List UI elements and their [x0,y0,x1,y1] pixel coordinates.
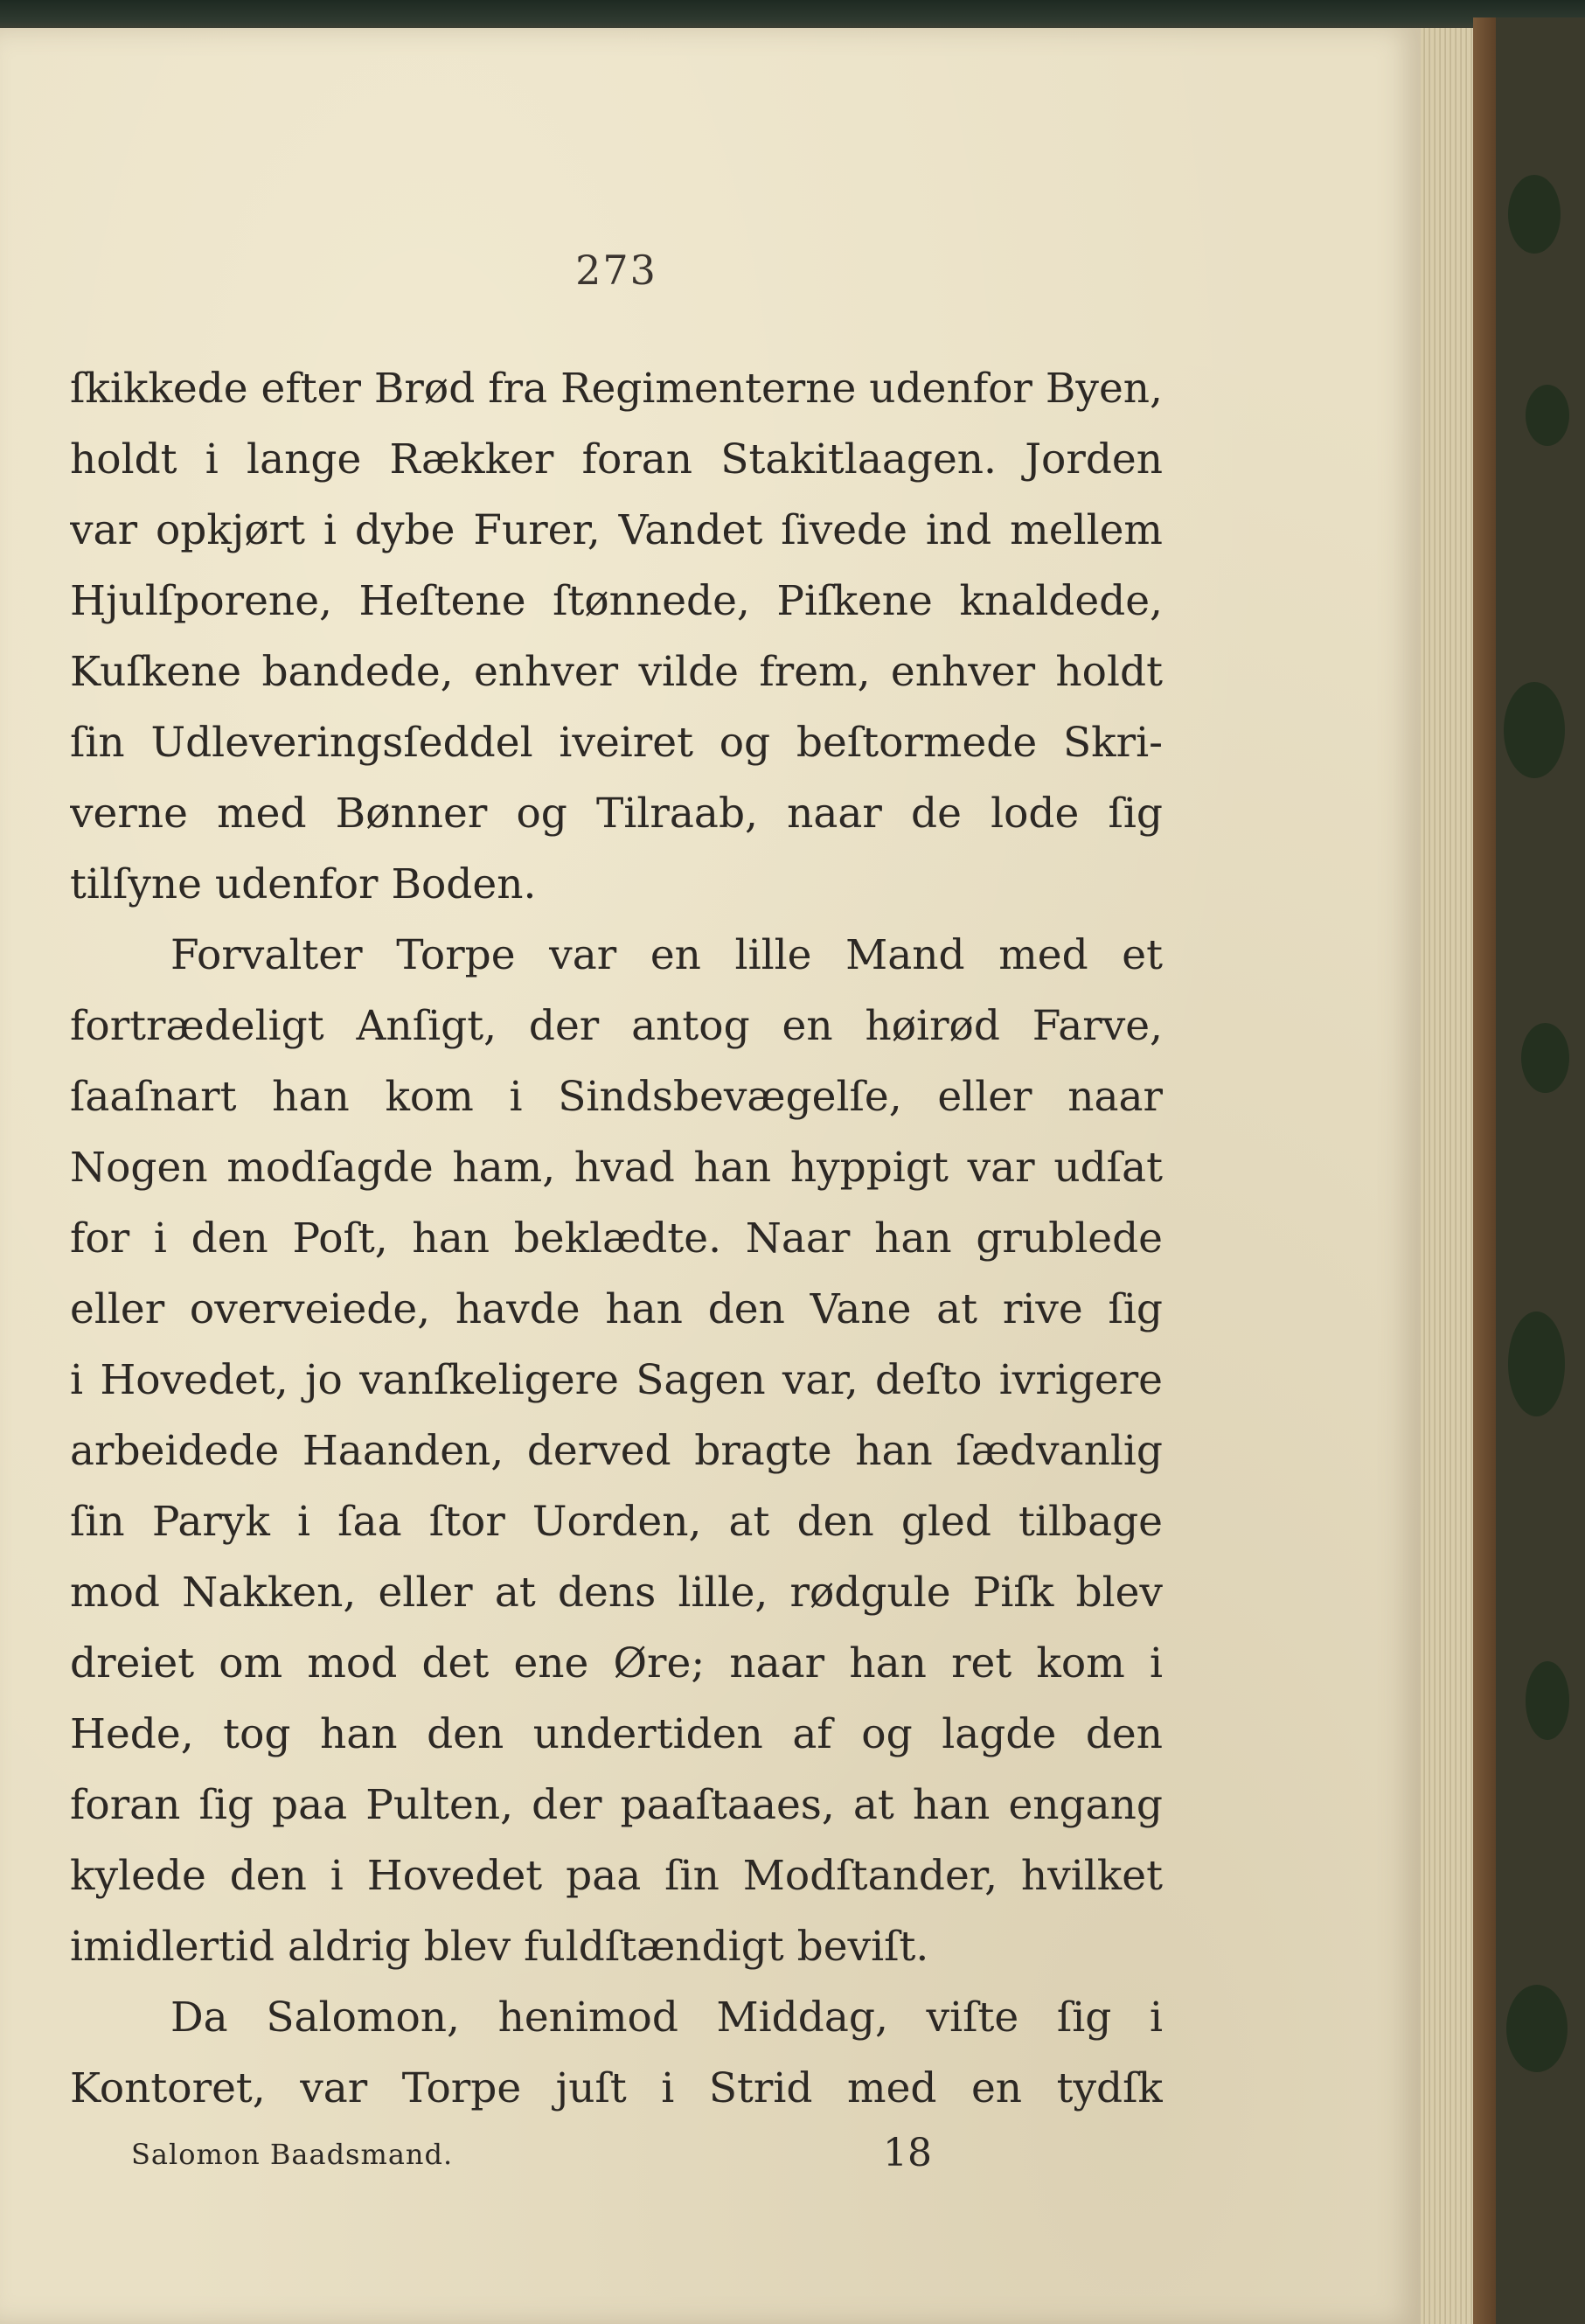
book-cover-edge [1473,17,1585,2324]
text-line: holdt i lange Rækker foran Stakitlaagen. Jorden [70,435,1163,484]
text-line: arbeidede Haanden, derved bragte han ſædvanlig [70,1427,1163,1475]
text-line: var opkjørt i dybe Furer, Vandet ſivede ind mellem [70,506,1163,554]
text-line: imidlertid aldrig blev fuldſtændigt beviſt. [70,1923,929,1971]
text-line: verne med Bønner og Tilraab, naar de lode ſig [70,790,1163,838]
text-line: fortrædeligt Anſigt, der antog en høirød Farve, [70,1002,1163,1050]
text-line: ſin Paryk i ſaa ſtor Uorden, at den gled tilbage [70,1498,1163,1546]
text-line: ſin Udleveringsſeddel iveiret og beſtormede Skri- [70,719,1163,767]
book-page [0,28,1421,2324]
text-line: foran ſig paa Pulten, der paaſtaaes, at han engang [70,1781,1163,1829]
text-line: i Hovedet, jo vanſkeligere Sagen var, deſto ivrigere [70,1356,1163,1404]
page-stack-edge [1421,28,1473,2324]
cover-mottle [1508,175,1561,254]
cover-mottle [1504,682,1565,778]
cover-mottle [1526,1661,1569,1740]
text-line: tilſyne udenfor Boden. [70,860,537,908]
text-line: Hede, tog han den undertiden af og lagde den [70,1710,1163,1758]
cover-mottle [1508,1312,1565,1416]
cover-mottle [1521,1023,1569,1093]
text-line: Kuſkene bandede, enhver vilde frem, enhver holdt [70,648,1163,696]
text-line: ſaaſnart han kom i Sindsbevægelſe, eller naar [70,1073,1163,1121]
text-line: ſkikkede efter Brød fra Regimenterne udenfor Byen, [70,365,1163,413]
cover-mottle [1526,385,1569,446]
text-line: Hjulſporene, Heſtene ſtønnede, Piſkene knaldede, [70,577,1163,625]
signature-title: Salomon Baadsmand. [131,2138,454,2171]
text-line: dreiet om mod det ene Øre; naar han ret kom i [70,1639,1163,1687]
page-number: 273 [575,247,657,294]
body-text [70,353,1163,2124]
text-line: Da Salomon, henimod Middag, viſte ſig i [170,1993,1163,2042]
cover-leather-strip [1473,17,1496,2324]
text-line: kylede den i Hovedet paa ſin Modſtander, hvilket [70,1852,1163,1900]
cover-mottle [1506,1985,1568,2072]
text-line: for i den Poſt, han beklædte. Naar han grublede [70,1214,1163,1263]
text-line: eller overveiede, havde han den Vane at rive ſig [70,1285,1163,1333]
text-line: Forvalter Torpe var en lille Mand med et [170,931,1163,979]
signature-number: 18 [883,2131,932,2175]
text-line: Kontoret, var Torpe juſt i Strid med en tydſk [70,2064,1163,2112]
text-line: Nogen modſagde ham, hvad han hyppigt var udſat [70,1144,1163,1192]
text-line: mod Nakken, eller at dens lille, rødgule Piſk blev [70,1569,1163,1617]
